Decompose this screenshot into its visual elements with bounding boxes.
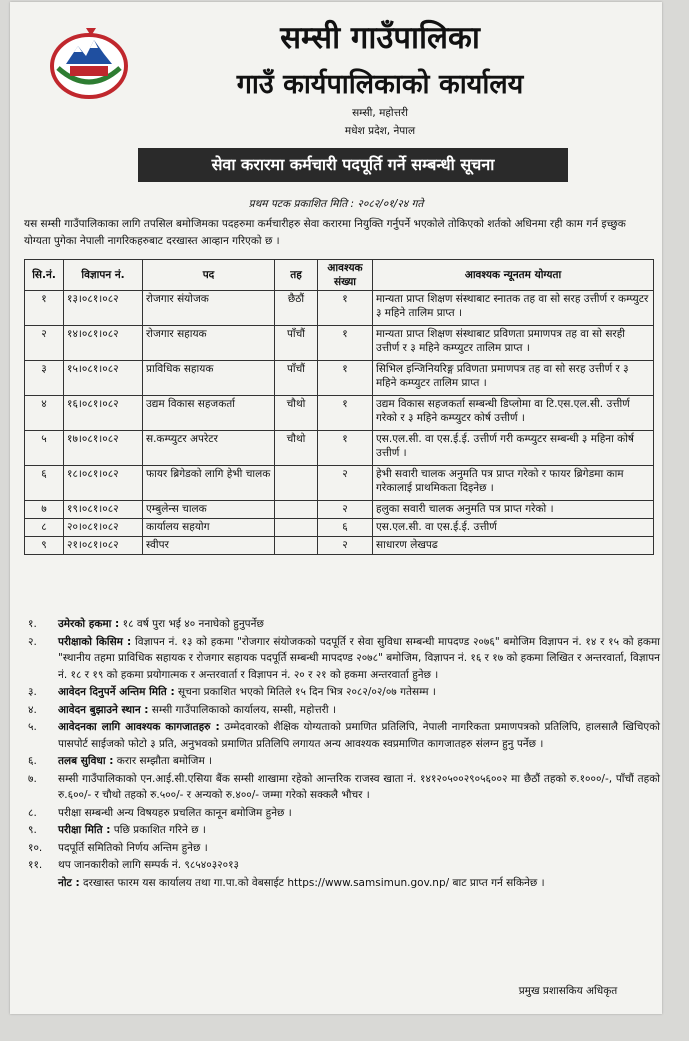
notice-title-band: सेवा करारमा कर्मचारी पदपूर्ति गर्ने सम्बन्धी सूचना <box>138 148 568 182</box>
note-item <box>24 684 660 701</box>
cell-sn: ५ <box>25 431 64 466</box>
cell-count: २ <box>318 537 373 555</box>
note-item <box>24 702 660 719</box>
note-item <box>24 634 660 684</box>
note-text: पछि प्रकाशित गरिने छ । <box>110 824 206 836</box>
cell-level: पाँचौं <box>275 361 318 396</box>
note-item <box>24 719 660 752</box>
note-item <box>24 857 660 874</box>
cell-count: १ <box>318 326 373 361</box>
note-number: ५. <box>28 721 37 733</box>
cell-post: उद्यम विकास सहजकर्ता <box>143 396 275 431</box>
note-body <box>58 857 660 874</box>
note-label: परीक्षा मिति : <box>58 824 111 836</box>
note-number: १०. <box>28 841 43 854</box>
cell-post: फायर ब्रिगेडको लागि हेभी चालक <box>143 466 275 501</box>
note-text: करार सम्झौता बमोजिम । <box>113 755 213 767</box>
note-item <box>24 771 660 804</box>
cell-sn: ९ <box>25 537 64 555</box>
cell-adv-no: १४।०८१।०८२ <box>64 326 143 361</box>
municipality-title: सम्सी गाउँपालिका <box>280 20 480 56</box>
office-title: गाउँ कार्यपालिकाको कार्यालय <box>236 69 524 100</box>
cell-post: कार्यालय सहयोग <box>143 519 275 537</box>
table-row <box>25 396 654 431</box>
col-adv-no: विज्ञापन नं. <box>64 260 143 291</box>
note-text: सम्सी गाउँपालिकाको कार्यालय, सम्सी, महोत्तरी । <box>148 703 336 716</box>
cell-adv-no: २०।०८१।०८२ <box>64 519 143 537</box>
cell-count: १ <box>318 291 373 326</box>
cell-qualification: हलुका सवारी चालक अनुमति पत्र प्राप्त गरेको । <box>373 501 654 519</box>
table-row <box>25 466 654 501</box>
cell-count: १ <box>318 396 373 431</box>
cell-sn: ७ <box>25 501 64 519</box>
cell-level: चौथो <box>275 396 318 431</box>
note-text: सूचना प्रकाशित भएको मितिले १५ दिन भित्र २०८२/०२/०७ गतेसम्म । <box>174 686 436 698</box>
cell-post: स.कम्प्युटर अपरेटर <box>143 431 275 466</box>
note-number: २. <box>28 635 37 648</box>
cell-count: २ <box>318 501 373 519</box>
note-text: सम्सी गाउँपालिकाको एन.आई.सी.एसिया बैंक सम्सी शाखामा रहेको आन्तरिक राजस्व खाता नं. १४१२०५००२९०५६००२ मा छैठौं तहको रु.१०००/-, पाँचौं तहको रु.६००/- र चौथो तहको रु.५००/- र अन्यको रु.४००/- जम्मा गरेको सक्कलै भौचर । <box>58 772 660 801</box>
table-header-row <box>25 260 654 291</box>
note-text: थप जानकारीको लागि सम्पर्क नं. ९८५४०३२०१३ <box>58 859 239 871</box>
final-note-label: नोट : <box>58 876 80 889</box>
note-body <box>58 840 660 857</box>
note-body <box>58 771 660 804</box>
col-sn: सि.नं. <box>25 260 64 291</box>
cell-sn: १ <box>25 291 64 326</box>
cell-sn: ८ <box>25 519 64 537</box>
cell-adv-no: १३।०८१।०८२ <box>64 291 143 326</box>
cell-qualification: एस.एल.सी. वा एस.ई.ई. उत्तीर्ण <box>373 519 654 537</box>
table-row <box>25 537 654 555</box>
note-label: आवेदन दिनुपर्ने अन्तिम मिति : <box>58 686 175 698</box>
col-level: तह <box>275 260 318 291</box>
note-number: ३. <box>28 686 37 698</box>
cell-adv-no: १९।०८१।०८२ <box>64 501 143 519</box>
cell-qualification: मान्यता प्राप्त शिक्षण संस्थाबाट प्रविणता प्रमाणपत्र तह वा सो सरही उत्तीर्ण र ३ महिने कम्प्युटर तालिम प्राप्त । <box>373 326 654 361</box>
cell-adv-no: १८।०८१।०८२ <box>64 466 143 501</box>
address-line-2: मधेश प्रदेश, नेपाल <box>344 125 416 137</box>
table-row <box>25 431 654 466</box>
note-text: उम्मेदवारको शैक्षिक योग्यताको प्रमाणित प्रतिलिपि, नेपाली नागरिकता प्रमाणपत्रको प्रतिलिपि, हालसालै खिचिएको पासपोर्ट साईजको फोटो ३ प्रति, अनुभवको प्रमाणित प्रतिलिपि लगायत अन्य आवश्यक स्वप्रमाणित कागजातहरु संलग्न हुनु पर्नेछ । <box>58 721 660 750</box>
note-item <box>24 753 660 770</box>
cell-level <box>275 501 318 519</box>
notes-list <box>24 616 660 891</box>
cell-count: १ <box>318 361 373 396</box>
note-number: ८. <box>28 806 37 819</box>
cell-adv-no: १७।०८१।०८२ <box>64 431 143 466</box>
cell-sn: ३ <box>25 361 64 396</box>
note-item <box>24 616 660 633</box>
cell-qualification: हेभी सवारी चालक अनुमति पत्र प्राप्त गरेको र फायर ब्रिगेडमा काम गरेकालाई प्राथमिकता दिइनेछ । <box>373 466 654 501</box>
table-row <box>25 519 654 537</box>
note-text: पदपूर्ति समितिको निर्णय अन्तिम हुनेछ । <box>58 841 208 854</box>
cell-post: रोजगार संयोजक <box>143 291 275 326</box>
col-qualification: आवश्यक न्यूनतम योग्यता <box>373 260 654 291</box>
nepal-emblem-icon <box>48 26 130 100</box>
cell-adv-no: १६।०८१।०८२ <box>64 396 143 431</box>
note-label: आवेदनका लागि आवश्यक कागजातहरु : <box>58 721 220 733</box>
note-label: उमेरको हकमा : <box>58 618 120 630</box>
final-note <box>24 875 660 891</box>
cell-qualification: उद्यम विकास सहजकर्ता सम्बन्धी डिप्लोमा वा टि.एस.एल.सी. उत्तीर्ण गरेको र ३ महिने कम्प्युटर कोर्ष उत्तीर्ण । <box>373 396 654 431</box>
cell-level: चौथो <box>275 431 318 466</box>
note-body <box>58 719 660 752</box>
cell-level: छैठौं <box>275 291 318 326</box>
cell-post: प्राविधिक सहायक <box>143 361 275 396</box>
note-body <box>58 616 660 633</box>
note-label: तलब सुविधा : <box>58 755 114 767</box>
vacancy-table <box>24 259 654 555</box>
table-row <box>25 361 654 396</box>
cell-count: २ <box>318 466 373 501</box>
note-body <box>58 753 660 770</box>
cell-post: रोजगार सहायक <box>143 326 275 361</box>
cell-adv-no: १५।०८१।०८२ <box>64 361 143 396</box>
note-item <box>24 840 660 857</box>
note-body <box>58 805 660 822</box>
cell-qualification: साधारण लेखपढ <box>373 537 654 555</box>
note-text: विज्ञापन नं. १३ को हकमा "रोजगार संयोजकको पदपूर्ति र सेवा सुविधा सम्बन्धी मापदण्ड २०७६" बमोजिम विज्ञापन नं. १४ र १५ को हकमा "स्थानीय तहमा प्राविधिक सहायक र रोजगार सहायक पदपूर्ति सम्बन्धी मापदण्ड २०७८" बमोजिम, विज्ञापन नं. १६ र १७ को हकमा लिखित र अन्तरवार्ता, विज्ञापन नं. १८ र १९ को हकमा प्रयोगात्मक र अन्तरवार्ता र विज्ञापन नं. २० र २१ को हकमा अन्तरवार्ता हुनेछ । <box>58 635 660 681</box>
cell-count: १ <box>318 431 373 466</box>
cell-level <box>275 537 318 555</box>
table-row <box>25 326 654 361</box>
note-number: ९. <box>28 824 37 836</box>
address-line-1: सम्सी, महोत्तरी <box>352 107 408 119</box>
cell-level: पाँचौं <box>275 326 318 361</box>
note-number: ७. <box>28 772 37 785</box>
signature: प्रमुख प्रशासकिय अधिकृत <box>518 985 618 997</box>
cell-level <box>275 466 318 501</box>
cell-sn: ४ <box>25 396 64 431</box>
cell-qualification: सिभिल इन्जिनियरिङ्ग प्रविणता प्रमाणपत्र तह वा सो सरह उत्तीर्ण र ३ महिने कम्प्युटर तालिम प्राप्त । <box>373 361 654 396</box>
note-number: ६. <box>28 755 37 767</box>
table-row <box>25 291 654 326</box>
cell-post: एम्बुलेन्स चालक <box>143 501 275 519</box>
note-number: ११. <box>28 859 43 871</box>
note-label: परीक्षाको किसिम : <box>58 635 132 648</box>
note-number: १. <box>28 618 37 630</box>
cell-qualification: एस.एल.सी. वा एस.ई.ई. उत्तीर्ण गरी कम्प्युटर सम्बन्धी ३ महिना कोर्ष उत्तीर्ण । <box>373 431 654 466</box>
note-body <box>58 634 660 684</box>
note-body <box>58 822 660 839</box>
note-item <box>24 822 660 839</box>
table-row <box>25 501 654 519</box>
cell-sn: २ <box>25 326 64 361</box>
note-text: परीक्षा सम्बन्धी अन्य विषयहरु प्रचलित कानून बमोजिम हुनेछ । <box>58 806 292 819</box>
intro-paragraph: यस सम्सी गाउँपालिकाका लागि तपसिल बमोजिमका पदहरुमा कर्मचारीहरु सेवा करारमा नियुक्ति गर्नुपर्ने भएकोले तोकिएको शर्तको अधिनमा रही काम गर्न इच्छुक योग्यता पुगेका नेपाली नागरिकहरुबाट दरखास्त आव्हान गरिएको छ । <box>24 218 626 247</box>
col-count: आवश्यक संख्या <box>318 260 373 291</box>
cell-adv-no: २१।०८१।०८२ <box>64 537 143 555</box>
cell-count: ६ <box>318 519 373 537</box>
cell-sn: ६ <box>25 466 64 501</box>
publish-date: प्रथम पटक प्रकाशित मिति : २०८२/०१/२४ गते <box>248 198 424 210</box>
cell-qualification: मान्यता प्राप्त शिक्षण संस्थाबाट स्नातक तह वा सो सरह उत्तीर्ण र कम्प्युटर ३ महिने तालिम प्राप्त । <box>373 291 654 326</box>
final-note-text: दरखास्त फारम यस कार्यालय तथा गा.पा.को वेबसाईट https://www.samsimun.gov.np/ बाट प्राप्त गर्न सकिनेछ । <box>79 876 545 889</box>
cell-level <box>275 519 318 537</box>
notice-document <box>10 2 662 1014</box>
col-post: पद <box>143 260 275 291</box>
note-body <box>58 702 660 719</box>
note-body <box>58 684 660 701</box>
note-text: १८ वर्ष पुरा भई ४० ननाघेको हुनुपर्नेछ <box>119 618 264 630</box>
note-label: आवेदन बुझाउने स्थान : <box>58 703 149 716</box>
cell-post: स्वीपर <box>143 537 275 555</box>
note-number: ४. <box>28 703 37 716</box>
note-item <box>24 805 660 822</box>
